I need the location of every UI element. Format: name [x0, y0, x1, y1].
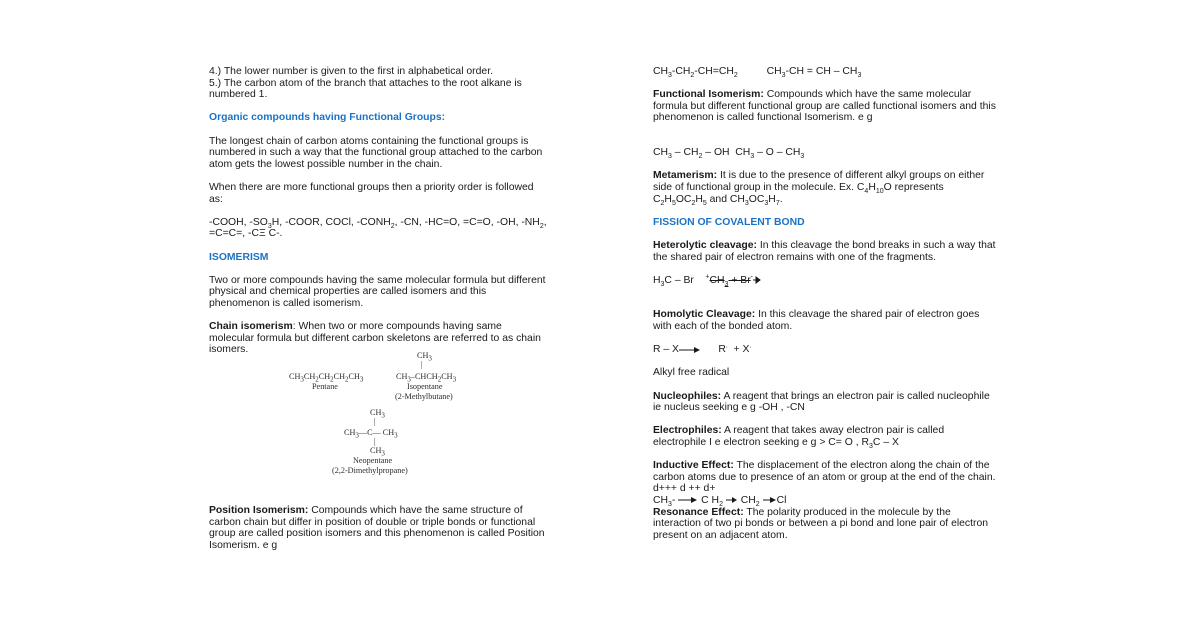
position-isomers-example: $CH_3-CH_2-CH=CH_2$ $CH_3-CH$ = CH – $CH_3$ — [653, 66, 862, 80]
homolytic-equation: R – X R. + X. — [653, 342, 752, 356]
resonance-paragraph — [653, 507, 998, 542]
chain-isomerism-text: : When two or more compounds having same molecular formula but different carbon skeletons are referred to as chain isomers. — [209, 321, 541, 356]
heterolytic-paragraph — [653, 240, 998, 263]
functional-isomerism-label: Functional Isomerism: — [653, 89, 764, 101]
pentane-label: Pentane — [312, 382, 338, 391]
metamerism-paragraph: Metamerism: It is due to the presence of different alkyl groups on either side of functional group in the molecule. Ex. $C_4H_{10}O$ represents $C_2H_5OC_2H_5$ and $CH_3OC_3H_7$. — [653, 170, 985, 207]
neopentane-bond-bottom: | — [374, 437, 376, 446]
functional-isomers-example: $CH_3 - CH_2$ – OH $CH_3$ – O – $CH_3$ — [653, 147, 805, 161]
nucleophiles-label: Nucleophiles: — [653, 390, 722, 402]
electrophiles-label: Electrophiles: — [653, 425, 722, 437]
metamerism-label: Metamerism: — [653, 170, 718, 182]
electrophiles-paragraph: Electrophiles: A reagent that takes away electron pair is called electrophile I e electron seeking e g > C= O , $R_3C$ – X — [653, 425, 945, 451]
heterolytic-equation: $H_3C$ – Br $^+CH_3 + Br^-$ — [653, 275, 998, 287]
inductive-chain: $CH_3-$ C $H_2$ $CH_2$ Cl — [653, 494, 787, 509]
heterolytic-arrow-icon — [753, 276, 761, 284]
rule-5: 5.) The carbon atom of the branch that attaches to the root alkane is numbered 1. — [209, 77, 522, 101]
neopentane-label: Neopentane — [353, 456, 393, 465]
inductive-deltas: d+++ d ++ d+ — [653, 483, 716, 495]
homolytic-label: Homolytic Cleavage: — [653, 309, 756, 321]
inductive-arrow-1-icon — [678, 496, 698, 504]
functional-groups-heading: Organic compounds having Functional Groups: — [209, 112, 446, 124]
neopentane-middle: $CH_3—C—$ $CH_3$ — [344, 428, 398, 440]
inductive-paragraph — [653, 460, 998, 483]
chain-isomers-figure — [286, 350, 486, 480]
pentane-formula: $CH_3CH_2CH_2CH_2CH_3$ — [289, 372, 364, 384]
isopentane-branch: $CH_3$ — [417, 351, 432, 363]
homolytic-paragraph — [653, 309, 998, 332]
fission-heading: FISSION OF COVALENT BOND — [653, 216, 805, 228]
isomerism-heading: ISOMERISM — [209, 251, 269, 263]
isopentane-bond: | — [421, 360, 423, 369]
right-column — [653, 66, 998, 541]
neopentane-iupac: (2,2-Dimethylpropane) — [332, 466, 408, 475]
neopentane-bond-top: | — [374, 417, 376, 426]
resonance-label: Resonance Effect: — [653, 506, 744, 518]
priority-paragraph: When there are more functional groups then a priority order is followed as: — [209, 181, 534, 205]
functional-isomerism-paragraph — [653, 89, 998, 124]
left-column — [209, 66, 549, 356]
inductive-text: The displacement of the electron along the chain of the carbon atoms due to presence of an atom or group at the end of the chain. — [653, 460, 996, 483]
position-isomerism-label: Position Isomerism: — [209, 505, 309, 516]
neopentane-bottom: $CH_3$ — [370, 446, 385, 458]
inductive-arrow-2-icon — [726, 496, 738, 504]
homolytic-arrow-icon — [679, 346, 701, 354]
alkyl-radical-label: Alkyl free radical — [653, 367, 730, 379]
position-isomerism-text: Compounds which have the same structure of carbon chain but differ in position of double or triple bonds or functional group are called position isomers and this phenomenon is called Position Isomerism. e g — [209, 505, 545, 551]
position-isomerism-paragraph — [209, 505, 549, 551]
homolytic-text: In this cleavage the shared pair of electron goes with each of the bonded atom. — [653, 309, 980, 333]
heterolytic-text: In this cleavage the bond breaks in such a way that the shared pair of electron remains with one of the fragments. — [653, 239, 996, 263]
inductive-arrow-3-icon — [763, 496, 777, 504]
isopentane-label: Isopentane — [407, 382, 443, 391]
chain-isomerism-label: Chain isomerism — [209, 321, 293, 333]
heterolytic-label: Heterolytic cleavage: — [653, 239, 757, 251]
inductive-label: Inductive Effect: — [653, 460, 734, 472]
neopentane-top: $CH_3$ — [370, 408, 385, 420]
isopentane-formula: $CH_3-CHCH_2CH_3$ — [396, 372, 457, 384]
position-isomerism-block — [209, 505, 549, 551]
isopentane-iupac: (2-Methylbutane) — [395, 392, 453, 401]
isomerism-paragraph: Two or more compounds having the same molecular formula but different physical and chemical properties are called isomers and this phenomenon is called isomerism. — [209, 274, 546, 309]
nucleophiles-paragraph: Nucleophiles: A reagent that brings an electron pair is called nucleophile ie nucleus seeking e g -OH , -CN — [653, 390, 990, 414]
resonance-text: The polarity produced in the molecule by the interaction of two pi bonds or between a pi bond and lone pair of electron present on an adjacent atom. — [653, 506, 989, 541]
rule-4: 4.) The lower number is given to the first in alphabetical order. — [209, 66, 493, 77]
functional-groups-paragraph: The longest chain of carbon atoms containing the functional groups is numbered in such a way that the functional group attached to the carbon atom gets the lowest possible number in the chain. — [209, 135, 543, 170]
priority-order-list: -COOH, $-SO_3H$, -COOR, COCl, $-CONH_2$, -CN, -HC=O, =C=O, -OH, $-NH_2$, =C=C=, -CΞ C-. — [209, 216, 547, 240]
functional-isomerism-text: Compounds which have the same molecular formula but different functional group are called functional isomers and this phenomenon is called functional Isomerism. e g — [653, 89, 996, 124]
